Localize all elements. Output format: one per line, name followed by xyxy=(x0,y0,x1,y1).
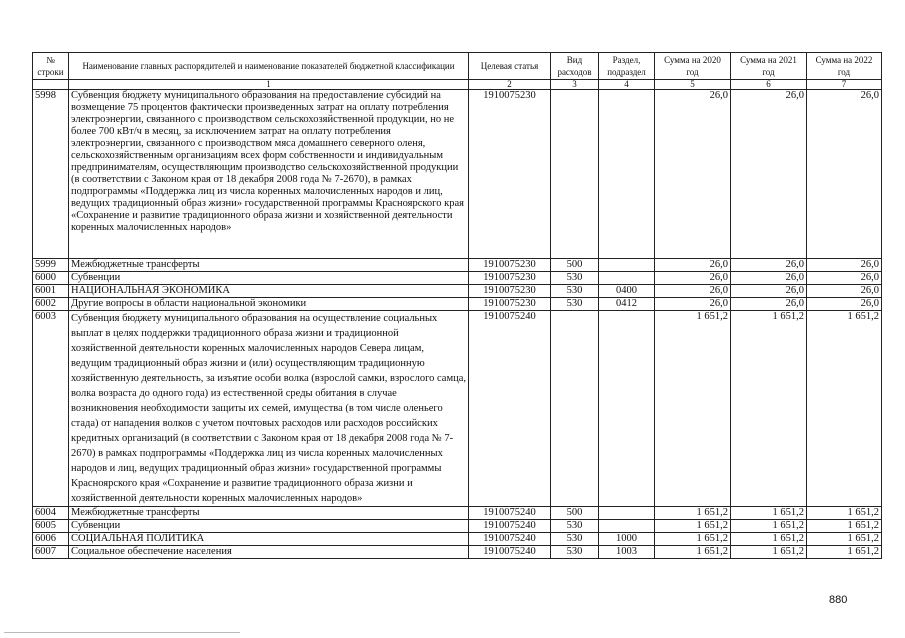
row-name: Межбюджетные трансферты xyxy=(69,259,469,272)
column-index: 4 xyxy=(599,80,655,90)
row-sum2021: 1 651,2 xyxy=(731,311,807,507)
column-index-row xyxy=(33,80,882,90)
row-number: 5998 xyxy=(33,90,69,259)
row-sum2020: 1 651,2 xyxy=(655,520,731,533)
column-index: 1 xyxy=(69,80,469,90)
header-sum2020: Сумма на 2020 год xyxy=(655,53,731,80)
row-name: НАЦИОНАЛЬНАЯ ЭКОНОМИКА xyxy=(69,285,469,298)
row-sum2020: 26,0 xyxy=(655,259,731,272)
table-row xyxy=(33,272,882,285)
row-sum2021: 1 651,2 xyxy=(731,546,807,559)
column-index: 6 xyxy=(731,80,807,90)
column-index-empty xyxy=(33,80,69,90)
row-type: 530 xyxy=(551,520,599,533)
row-sum2021: 1 651,2 xyxy=(731,533,807,546)
table-row xyxy=(33,546,882,559)
row-section: 1003 xyxy=(599,546,655,559)
row-number: 6001 xyxy=(33,285,69,298)
row-type: 530 xyxy=(551,285,599,298)
column-index: 5 xyxy=(655,80,731,90)
row-section xyxy=(599,520,655,533)
row-section xyxy=(599,272,655,285)
row-number: 6005 xyxy=(33,520,69,533)
row-name: Межбюджетные трансферты xyxy=(69,507,469,520)
row-target: 1910075240 xyxy=(469,311,551,507)
row-type xyxy=(551,311,599,507)
table-row xyxy=(33,298,882,311)
row-name: СОЦИАЛЬНАЯ ПОЛИТИКА xyxy=(69,533,469,546)
row-name: Другие вопросы в области национальной экономики xyxy=(69,298,469,311)
column-index: 3 xyxy=(551,80,599,90)
row-section xyxy=(599,311,655,507)
footer-divider xyxy=(4,632,240,633)
header-row xyxy=(33,53,882,80)
column-index: 2 xyxy=(469,80,551,90)
row-sum2020: 1 651,2 xyxy=(655,533,731,546)
row-sum2022: 26,0 xyxy=(807,259,882,272)
row-name: Социальное обеспечение населения xyxy=(69,546,469,559)
row-sum2021: 26,0 xyxy=(731,90,807,259)
row-type: 530 xyxy=(551,298,599,311)
table-row xyxy=(33,507,882,520)
row-number: 6006 xyxy=(33,533,69,546)
row-section: 1000 xyxy=(599,533,655,546)
row-type xyxy=(551,90,599,259)
row-type: 530 xyxy=(551,533,599,546)
table-row xyxy=(33,90,882,259)
row-sum2021: 26,0 xyxy=(731,259,807,272)
row-sum2021: 1 651,2 xyxy=(731,520,807,533)
row-sum2021: 26,0 xyxy=(731,272,807,285)
row-sum2020: 26,0 xyxy=(655,285,731,298)
row-target: 1910075240 xyxy=(469,546,551,559)
row-target: 1910075240 xyxy=(469,507,551,520)
row-name: Субвенции xyxy=(69,272,469,285)
row-sum2022: 26,0 xyxy=(807,272,882,285)
row-sum2022: 1 651,2 xyxy=(807,311,882,507)
row-target: 1910075240 xyxy=(469,520,551,533)
page-number: 880 xyxy=(829,594,848,606)
row-target: 1910075230 xyxy=(469,285,551,298)
row-target: 1910075230 xyxy=(469,298,551,311)
table-row xyxy=(33,533,882,546)
column-index: 7 xyxy=(807,80,882,90)
row-number: 6004 xyxy=(33,507,69,520)
row-number: 6007 xyxy=(33,546,69,559)
row-section: 0400 xyxy=(599,285,655,298)
row-type: 530 xyxy=(551,272,599,285)
row-sum2020: 26,0 xyxy=(655,298,731,311)
row-section xyxy=(599,507,655,520)
row-sum2022: 1 651,2 xyxy=(807,520,882,533)
row-number: 6002 xyxy=(33,298,69,311)
table-row xyxy=(33,311,882,507)
header-sum2021: Сумма на 2021 год xyxy=(731,53,807,80)
row-sum2022: 26,0 xyxy=(807,298,882,311)
table-row xyxy=(33,520,882,533)
row-sum2022: 26,0 xyxy=(807,90,882,259)
row-sum2022: 1 651,2 xyxy=(807,546,882,559)
row-number: 5999 xyxy=(33,259,69,272)
row-sum2020: 1 651,2 xyxy=(655,507,731,520)
header-num: № строки xyxy=(33,53,69,80)
row-sum2022: 1 651,2 xyxy=(807,533,882,546)
row-name: Субвенции xyxy=(69,520,469,533)
row-number: 6000 xyxy=(33,272,69,285)
row-target: 1910075230 xyxy=(469,90,551,259)
row-sum2020: 1 651,2 xyxy=(655,546,731,559)
row-section: 0412 xyxy=(599,298,655,311)
row-sum2021: 1 651,2 xyxy=(731,507,807,520)
row-section xyxy=(599,90,655,259)
header-type: Вид расходов xyxy=(551,53,599,80)
budget-table xyxy=(32,52,882,559)
row-sum2020: 1 651,2 xyxy=(655,311,731,507)
row-sum2022: 26,0 xyxy=(807,285,882,298)
table-body xyxy=(33,90,882,559)
row-sum2020: 26,0 xyxy=(655,272,731,285)
header-target: Целевая статья xyxy=(469,53,551,80)
row-target: 1910075230 xyxy=(469,259,551,272)
header-sum2022: Сумма на 2022 год xyxy=(807,53,882,80)
row-sum2020: 26,0 xyxy=(655,90,731,259)
row-type: 530 xyxy=(551,546,599,559)
row-type: 500 xyxy=(551,507,599,520)
row-type: 500 xyxy=(551,259,599,272)
row-section xyxy=(599,259,655,272)
row-name: Субвенция бюджету муниципального образования на осуществление социальных выплат в целях поддержки традиционного образа жизни и традиционной хозяйственной деятельности коренных малочисленных народов Севера лицам, ведущим традиционный образ жизни и (или) осуществляющим традиционную хозяйственную деятельность, за изъятие особи волка (взрослой самки, взрослого самца, волка возраста до одного года) из естественной среды обитания в случае возникновения необходимости защиты их семей, имущества (в том числе оленьего стада) от нападения волков с учетом почтовых расходов или расходов российских кредитных организаций (в соответствии с Законом края от 18 декабря 2008 года № 7-2670) в рамках подпрограммы «Поддержка лиц из числа коренных малочисленных народов и лиц, ведущих традиционный образ жизни» государственной программы Красноярского края «Сохранение и развитие традиционного образа жизни и хозяйственной деятельности коренных малочисленных народов» xyxy=(69,311,469,507)
row-number: 6003 xyxy=(33,311,69,507)
table-row xyxy=(33,259,882,272)
row-name: Субвенция бюджету муниципального образования на предоставление субсидий на возмещение 75 процентов фактически произведенных затрат на оплату потребления электроэнергии, связанного с производством сельскохозяйственной продукции, но не более 700 кВт/ч в месяц, за исключением затрат на оплату потребления электроэнергии, связанного с производством мяса домашнего северного оленя, сельскохозяйственным организациям всех форм собственности и индивидуальным предпринимателям, осуществляющим производство сельскохозяйственной продукции (в соответствии с Законом края от 18 декабря 2008 года № 7-2670), в рамках подпрограммы «Поддержка лиц из числа коренных малочисленных народов и лиц, ведущих традиционный образ жизни» государственной программы Красноярского края «Сохранение и развитие традиционного образа жизни и хозяйственной деятельности коренных малочисленных народов» xyxy=(69,90,469,259)
header-name: Наименование главных распорядителей и наименование показателей бюджетной классификации xyxy=(69,53,469,80)
header-section: Раздел, подраздел xyxy=(599,53,655,80)
row-sum2021: 26,0 xyxy=(731,285,807,298)
row-sum2021: 26,0 xyxy=(731,298,807,311)
row-target: 1910075240 xyxy=(469,533,551,546)
row-sum2022: 1 651,2 xyxy=(807,507,882,520)
table-row xyxy=(33,285,882,298)
row-target: 1910075230 xyxy=(469,272,551,285)
